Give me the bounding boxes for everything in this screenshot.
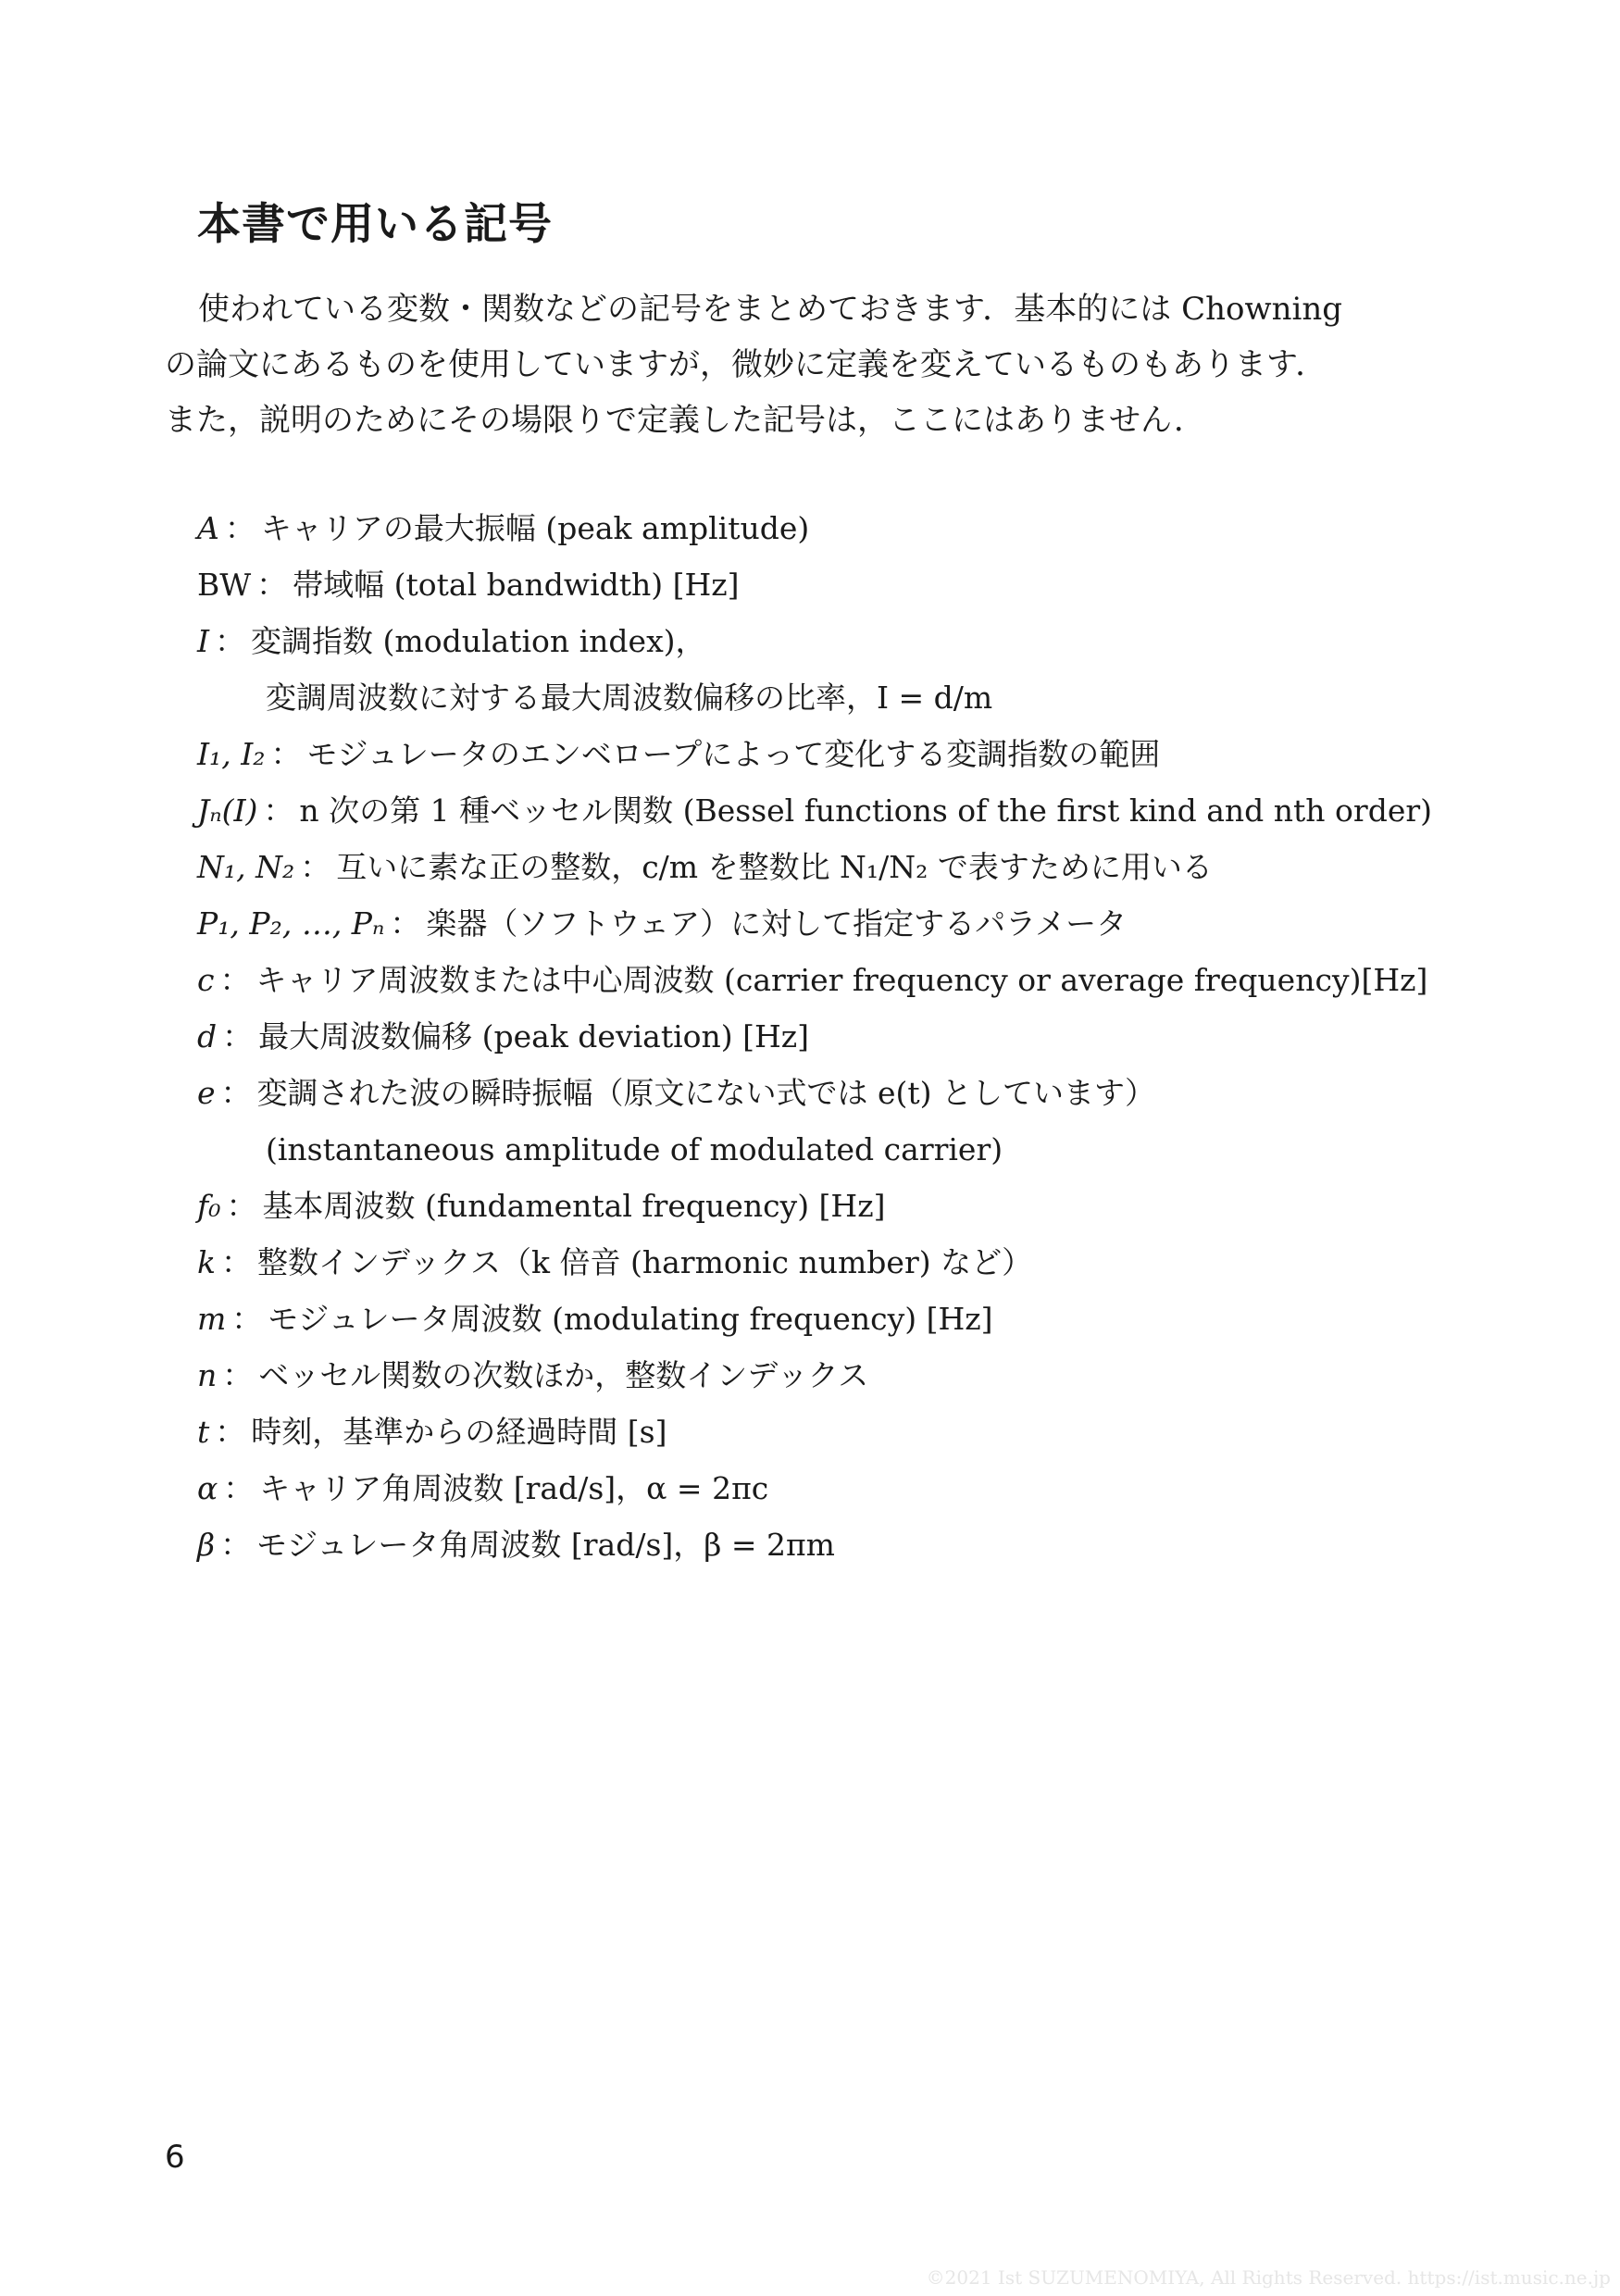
symbol: I <box>197 623 210 659</box>
symbol: n <box>197 1357 218 1393</box>
symbol-description: ベッセル関数の次数ほか，整数インデックス <box>258 1357 869 1393</box>
symbol-description: モジュレータのエンベロープによって変化する変調指数の範囲 <box>306 736 1161 772</box>
symbol-entry-beta: β ： モジュレータ角周波数 [rad/s]，β = 2πm <box>197 1527 835 1563</box>
symbol: m <box>197 1301 227 1337</box>
symbol-entry-alpha: α ： キャリア角周波数 [rad/s]，α = 2πc <box>197 1470 769 1506</box>
symbol-list <box>197 500 1493 1573</box>
symbol-entry-e: e ： 変調された波の瞬時振幅（原文にない式では e(t) としています） <box>197 1075 1156 1111</box>
symbol-entry-t: t ： 時刻，基準からの経過時間 [s] <box>197 1414 667 1450</box>
intro-line: また，説明のためにその場限りで定義した記号は，ここにはありません． <box>165 402 1206 439</box>
symbol: k <box>197 1244 216 1280</box>
symbol-entry-I: I ： 変調指数 (modulation index)， <box>197 623 706 659</box>
symbol: I₁, I₂ <box>197 736 266 772</box>
symbol: α <box>197 1470 218 1506</box>
symbol-description: 楽器（ソフトウェア）に対して指定するパラメータ <box>426 905 1128 942</box>
symbol-description-continued: (instantaneous amplitude of modulated carrier) <box>266 1131 1003 1167</box>
symbol-entry-BW: BW ： 帯域幅 (total bandwidth) [Hz] <box>197 567 740 603</box>
symbol-description: モジュレータ角周波数 [rad/s]，β = 2πm <box>256 1527 835 1563</box>
symbol-entry-f0: f₀ ： 基本周波数 (fundamental frequency) [Hz] <box>197 1188 886 1224</box>
symbol-entry-e-continued <box>197 1121 1493 1178</box>
intro-paragraph <box>165 281 1461 448</box>
page-title: 本書で用いる記号 <box>197 199 553 250</box>
symbol-entry-I1-I2: I₁, I₂ ： モジュレータのエンベロープによって変化する変調指数の範囲 <box>197 736 1161 772</box>
symbol-entry-m: m ： モジュレータ周波数 (modulating frequency) [Hz] <box>197 1301 993 1337</box>
page-number: 6 <box>165 2139 185 2176</box>
symbol-description: キャリア周波数または中心周波数 (carrier frequency or average frequency)[Hz] <box>255 962 1428 998</box>
symbol-description: キャリアの最大振幅 (peak amplitude) <box>260 510 810 546</box>
symbol: f₀ <box>197 1188 221 1224</box>
symbol: c <box>197 962 215 998</box>
symbol-entry-Jn: Jₙ(I) ： n 次の第 1 種ベッセル関数 (Bessel functions of the first kind and nth order) <box>197 792 1433 829</box>
symbol-description: 変調指数 (modulation index)， <box>251 623 706 659</box>
symbol-description: 時刻，基準からの経過時間 [s] <box>251 1414 667 1450</box>
symbol-description-continued: 変調周波数に対する最大周波数偏移の比率，I = d/m <box>266 680 993 716</box>
symbol-entry-I-continued <box>197 669 1493 726</box>
symbol-entry-c: c ： キャリア周波数または中心周波数 (carrier frequency or average frequency)[Hz] <box>197 962 1428 998</box>
symbol: N₁, N₂ <box>197 849 295 885</box>
intro-line: の論文にあるものを使用していますが，微妙に定義を変えているものもあります． <box>165 346 1327 383</box>
symbol-description: モジュレータ周波数 (modulating frequency) [Hz] <box>268 1301 993 1337</box>
symbol-description: 基本周波数 (fundamental frequency) [Hz] <box>262 1188 886 1224</box>
symbol-entry-A: A ： キャリアの最大振幅 (peak amplitude) <box>197 510 810 546</box>
symbol-entry-n: n ： ベッセル関数の次数ほか，整数インデックス <box>197 1357 869 1393</box>
symbol: β <box>197 1527 216 1563</box>
symbol-description: n 次の第 1 種ベッセル関数 (Bessel functions of the first kind and nth order) <box>299 792 1433 829</box>
symbol-description: キャリア角周波数 [rad/s]，α = 2πc <box>259 1470 769 1506</box>
symbol-description: 整数インデックス（k 倍音 (harmonic number) など） <box>257 1244 1033 1280</box>
symbol-description: 最大周波数偏移 (peak deviation) [Hz] <box>258 1018 810 1054</box>
symbol: P₁, P₂, …, Pₙ <box>197 905 385 942</box>
intro-line: 使われている変数・関数などの記号をまとめておきます．基本的には Chowning <box>198 291 1343 328</box>
symbol-description: 帯域幅 (total bandwidth) [Hz] <box>293 567 740 603</box>
symbol-description: 互いに素な正の整数，c/m を整数比 N₁/N₂ で表すために用いる <box>336 849 1213 885</box>
symbol-entry-k: k ： 整数インデックス（k 倍音 (harmonic number) など） <box>197 1244 1033 1280</box>
symbol-entry-d: d ： 最大周波数偏移 (peak deviation) [Hz] <box>197 1018 810 1054</box>
symbol: Jₙ(I) <box>197 792 258 829</box>
symbol-entry-N1-N2: N₁, N₂ ： 互いに素な正の整数，c/m を整数比 N₁/N₂ で表すために用いる <box>197 849 1213 885</box>
copyright-notice: ©2021 Ist SUZUMENOMIYA, All Rights Reserved. https://ist.music.ne.jp <box>926 2266 1611 2289</box>
symbol: BW <box>197 567 252 603</box>
symbol: A <box>197 510 219 546</box>
symbol-description: 変調された波の瞬時振幅（原文にない式では e(t) としています） <box>256 1075 1156 1111</box>
symbol: t <box>197 1414 210 1450</box>
symbol-entry-P: P₁, P₂, …, Pₙ ： 楽器（ソフトウェア）に対して指定するパラメータ <box>197 905 1128 942</box>
symbol: d <box>197 1018 218 1054</box>
symbol: e <box>197 1075 216 1111</box>
